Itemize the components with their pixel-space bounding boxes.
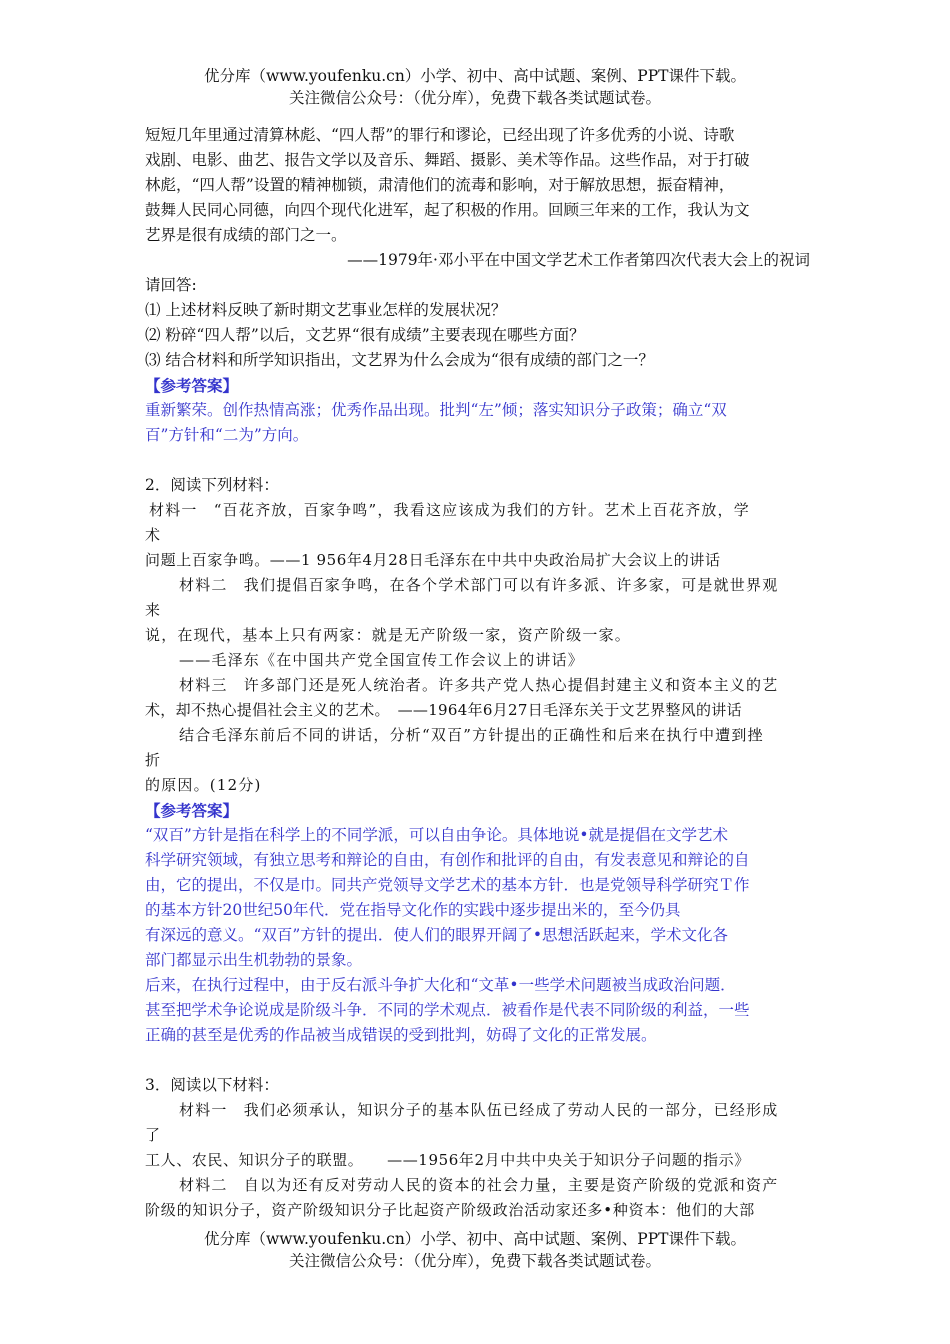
q1-material-line: 戏剧、电影、曲艺、报告文学以及音乐、舞蹈、摄影、美术等作品。这些作品，对于打破 [145,151,750,169]
q2-answer-line: 甚至把学术争论说成是阶级斗争．不同的学术观点．被看作是代表不同阶级的利益，一些 [145,1001,750,1019]
q3-line: 阶级的知识分子，资产阶级知识分子比起资产阶级政治活动家还多•种资本：他们的大部 [145,1201,756,1219]
q2-answer-line: 正确的甚至是优秀的作品被当成错误的受到批判，妨碍了文化的正常发展。 [145,1026,657,1044]
q2-line: 术，却不热心提倡社会主义的艺术。 ——1964年6月27日毛泽东关于文艺界整风的讲话 [145,701,742,719]
q2-title: 2．阅读下列材料： [145,476,279,494]
q3-line: 材料一 我们必须承认，知识分子的基本队伍已经成了劳动人民的一部分，已经形成 [179,1101,779,1119]
header-line-2: 关注微信公众号：（优分库），免费下载各类试题试卷。 [288,89,661,107]
q2-line: 问题上百家争鸣。——1 956年4月28日毛泽东在中共中央政治局扩大会议上的讲话 [145,551,721,569]
q2-answer-line: 科学研究领域，有独立思考和辩论的自由，有创作和批评的自由，有发表意见和辩论的自 [145,851,750,869]
q2-answer-line: 由，它的提出，不仅是巾。同共产党领导文学艺术的基本方针．也是党领导科学研究Ｔ作 [145,876,750,894]
q3-line: 材料二 自以为还有反对劳动人民的资本的社会力量，主要是资产阶级的党派和资产 [179,1176,779,1194]
page-header [0,65,950,109]
footer-line-1: 优分库（www.youfenku.cn）小学、初中、高中试题、案例、PPT课件下载。 [203,1230,747,1248]
q1-prompt: 请回答: [145,276,197,294]
q2-line: 的原因。(12分) [145,776,262,794]
q2-line: 来 [145,601,162,619]
q2-answer-line: 有深远的意义。“双百”方针的提出．使人们的眼界开阔了•思想活跃起来，学术文化各 [145,926,728,944]
q2-answer-label: 【参考答案】 [145,801,239,820]
q2-line: 术 [145,526,162,544]
q1-material-line: 鼓舞人民同心同德，向四个现代化进军，起了积极的作用。回顾三年来的工作，我认为文 [145,201,750,219]
q1-question: ⑶ 结合材料和所学知识指出，文艺界为什么会成为“很有成绩的部门之一？ [145,351,654,369]
q2-line: 材料三 许多部门还是死人统治者。许多共产党人热心提倡封建主义和资本主义的艺 [179,676,779,694]
header-line-1: 优分库（www.youfenku.cn）小学、初中、高中试题、案例、PPT课件下载。 [203,67,747,85]
q1-answer-line: 重新繁荣。创作热情高涨；优秀作品出现。批判“左”倾；落实知识分子政策；确立“双 [145,401,727,419]
q2-line: ——毛泽东《在中国共产党全国宣传工作会议上的讲话》 [179,651,585,669]
q2-line: 结合毛泽东前后不同的讲话，分析“双百”方针提出的正确性和后来在执行中遭到挫 [179,726,764,744]
document-body [145,123,810,1223]
q3-title: 3．阅读以下材料： [145,1076,279,1094]
page-footer [0,1228,950,1272]
q1-question: ⑵ 粉碎“四人帮”以后，文艺界“很有成绩”主要表现在哪些方面？ [145,326,585,344]
q2-answer-line: 的基本方针20世纪50年代．党在指导文化作的实践中逐步提出米的，至今仍具 [145,901,681,919]
q2-line: 材料一 “百花齐放，百家争鸣”，我看这应该成为我们的方针。艺术上百花齐放，学 [149,501,750,519]
q1-material-line: 艺界是很有成绩的部门之一。 [145,226,347,244]
q1-question: ⑴ 上述材料反映了新时期文艺事业怎样的发展状况？ [145,301,507,319]
q1-answer-line: 百”方针和“二为”方向。 [145,426,309,444]
q1-source: ——1979年·邓小平在中国文学艺术工作者第四次代表大会上的祝词 [347,251,810,269]
q2-answer-line: 部门都显示出生机勃勃的景象。 [145,951,363,969]
q1-material-line: 短短几年里通过清算林彪、“四人帮”的罪行和谬论，已经出现了许多优秀的小说、诗歌 [145,126,735,144]
q1-answer-label: 【参考答案】 [145,376,239,395]
q2-line: 材料二 我们提倡百家争鸣，在各个学术部门可以有许多派、许多家，可是就世界观 [179,576,779,594]
q2-answer-line: 后来，在执行过程中，由于反右派斗争扩大化和“文革•一些学术问题被当成政治问题． [145,976,736,994]
q2-line: 说，在现代，基本上只有两家：就是无产阶级一家，资产阶级一家。 [145,626,632,644]
q2-answer-line: “双百”方针是指在科学上的不同学派，可以自由争论。具体地说•就是提倡在文学艺术 [145,826,728,844]
q3-line: 工人、农民、知识分子的联盟。 ——1956年2月中共中央关于知识分子问题的指示》 [145,1151,750,1169]
q3-line: 了 [145,1126,162,1144]
q2-line: 折 [145,751,162,769]
q1-material-line: 林彪，“四人帮”设置的精神枷锁，肃清他们的流毒和影响，对于解放思想，振奋精神， [145,176,735,194]
footer-line-2: 关注微信公众号：（优分库），免费下载各类试题试卷。 [288,1252,661,1270]
